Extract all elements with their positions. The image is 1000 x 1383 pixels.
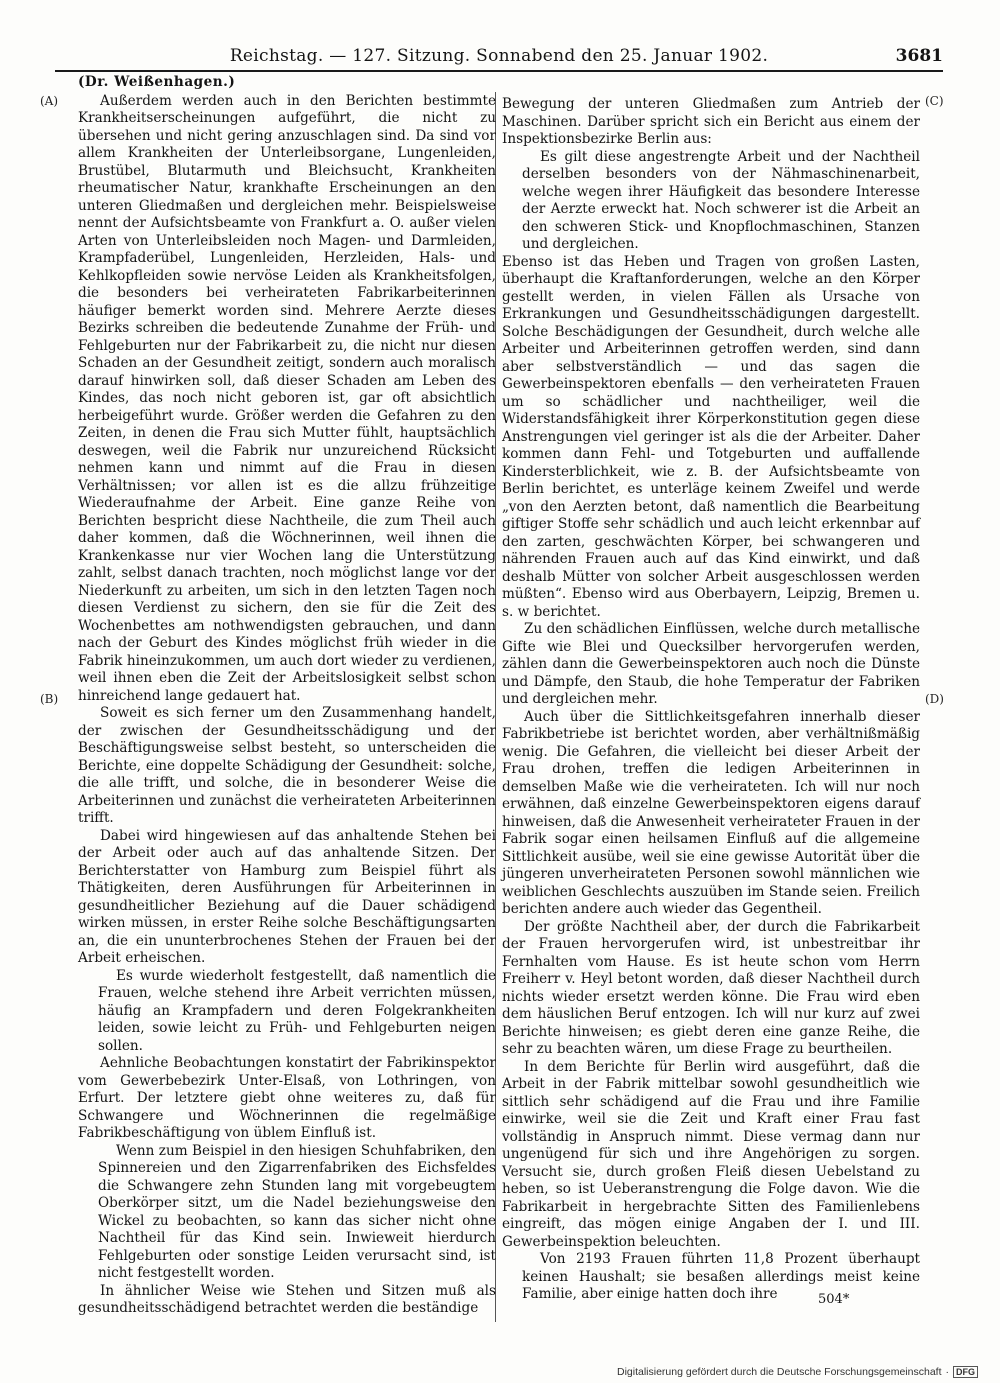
quotation: Es wurde wiederholt festgestellt, daß namentlich die Frauen, welche stehend ihre Arbeit verrichten müssen, häufig an Krampfadern und deren Folgekrankheiten leiden, sowie leicht zu Früh- und Fehlgeburten neigen sollen. [98,967,496,1054]
paragraph: Der größte Nachtheil aber, der durch die Fabrikarbeit der Frauen hervorgerufen wird, ist unbestreitbar ihr Fernhalten vom Hause. Es ist heute schon vom Herrn Freiherr v. Heyl betont worden, daß dieser Nachtheil durch nichts wieder ersetzt werden könne. Die Frau wird eben dem häuslichen Beruf entzogen. Ich will nur kurz auf zwei Berichte hinweisen; es giebt deren eine ganze Reihe, die sehr zu beachten wären, um diese Frage zu beurtheilen. [502,918,920,1057]
paragraph: In ähnlicher Weise wie Stehen und Sitzen muß als gesundheitsschädigend betrachtet werden die beständige [78,1282,496,1316]
margin-mark-a: (A) [40,94,59,108]
margin-mark-b: (B) [40,692,59,706]
page-header-title: Reichstag. — 127. Sitzung. Sonnabend den 25. Januar 1902. [229,46,769,66]
margin-mark-c: (C) [925,94,944,108]
paragraph: Außerdem werden auch in den Berichten bestimmte Krankheitserscheinungen aufgeführt, die nicht zu übersehen und nicht gering anzuschlagen sind. Da sind vor allem Krankheiten der Unterleibsorgane, Lungenleiden, Brustübel, Blutarmuth und Bleichsucht, Krankheiten rheumatischer Natur, krankhafte Erscheinungen an den unteren Gliedmaßen und dergleichen mehr. Beispielsweise nennt der Aufsichtsbeamte von Frankfurt a. O. außer vielen Arten von Unterleibsleiden noch Magen- und Darmleiden, Krampfaderübel, Lungenleiden, Herzleiden, Hals- und Kehlkopfleiden sowie nervöse Leiden als Krankheitsfolgen, die besonders bei verheirateten Fabrikarbeiterinnen häufiger bemerkt worden sind. Mehrere Aerzte dieses Bezirks schreiben die bedeutende Zunahme der Früh- und Fehlgeburten nur der Fabrikarbeit zu, die nicht nur diesen Schaden an der Gesundheit zeitigt, sondern auch moralisch darauf hinwirken soll, daß dieser Schaden am Leben des Kindes, das noch nicht geboren ist, gar oft absichtlich herbeigeführt wurde. Größer werden die Gefahren zu den Zeiten, in denen die Frau sich Mutter fühlt, hauptsächlich deswegen, weil die Fabrik nur unzureichend Rücksicht nehmen kann und nimmt auf die Frau in diesen Verhältnissen; vor allen ist es die allzu frühzeitige Wiederaufnahme der Arbeit. Eine ganze Reihe von Berichten bespricht diese Nachtheile, die zum Theil auch daher kommen, daß die Wöchnerinnen, weil ihnen die Krankenkasse nur vier Wochen lang die Unterstützung zahlt, selbst danach trachten, noch möglichst lange vor der Niederkunft zu arbeiten, um sich in den letzten Tagen noch diesen Verdienst zu sichern, den sie für die Zeit des Wochenbettes am nothwendigsten gebrauchen, und dann nach der Geburt des Kindes möglichst früh wieder in die Fabrik hineinzukommen, um auch dort wieder zu verdienen, weil ihnen eben die Zeit der Arbeitslosigkeit selbst schon hinreichend lange gedauert hat. [78,92,496,704]
paragraph: Zu den schädlichen Einflüssen, welche durch metallische Gifte wie Blei und Quecksilber hervorgerufen werden, zählen dann die Gewerbeinspektoren auch noch die Dünste und Dämpfe, den Staub, die hohe Temperatur der Fabriken und dergleichen mehr. [502,621,920,707]
paragraph: Auch über die Sittlichkeitsgefahren innerhalb dieser Fabrikbetriebe ist berichtet worden, aber verhältnißmäßig wenig. Die Gefahren, die vielleicht bei dieser Arbeit der Frau drohen, treffen die ledigen Arbeiterinnen in demselben Maße wie die verheirateten. Ich will nur noch erwähnen, daß einzelne Gewerbeinspektoren eigens darauf hinweisen, daß die Anwesenheit verheirateter Frauen in der Fabrik sogar einen heilsamen Einfluß auf die allgemeine Sittlichkeit ausübe, weil sie eine gewisse Autorität über die jüngeren unverheirateten Personen sowohl männlichen wie weiblichen Geschlechts auszuüben im Stande seien. Freilich berichten andere auch wieder das Gegentheil. [502,708,920,917]
digitization-footer [617,1366,978,1378]
dfg-logo-icon: DFG [953,1366,978,1378]
paragraph: Soweit es sich ferner um den Zusammenhang handelt, der zwischen der Gesundheitsschädigung und der Beschäftigungsweise selbst besteht, so unterscheiden die Berichte, eine doppelte Schädigung der Gesundheit: solche, die alle trifft, und solche, die in besonderer Weise die Arbeiterinnen und zunächst die verheirateten Arbeiterinnen trifft. [78,705,496,826]
paragraph: In dem Berichte für Berlin wird ausgeführt, daß die Arbeit in der Fabrik mittelbar sowohl gesundheitlich wie sittlich sehr schädigend auf die Frau und ihre Familie einwirke, weil sie die Zeit und Kraft einer Frau fast vollständig in Anspruch nimmt. Diese vermag dann nur ungenügend für sich und ihre Angehörigen zu sorgen. Versucht sie, durch großen Fleiß diesen Uebelstand zu heben, so ist Ueberanstrengung die Folge davon. Wie die Fabrikarbeit in hergebrachte Sitten des Familienlebens eingreift, das mögen einige Angaben der I. und III. Gewerbeinspektion beleuchten. [502,1058,920,1250]
paragraph: Dabei wird hingewiesen auf das anhaltende Stehen bei der Arbeit oder auch auf das anhaltende Sitzen. Der Berichterstatter von Hamburg zum Beispiel führt als Thätigkeiten, deren Ausführungen für Arbeiterinnen in gesundheitlicher Beziehung auf die Dauer schädigend wirken müssen, in erster Reihe solche Beschäftigungsarten an, die ein ununterbrochenes Stehen der Frauen bei der Arbeit erheischen. [78,827,496,966]
paragraph: Ebenso ist das Heben und Tragen von großen Lasten, überhaupt die Kraftanforderungen, welche an den Körper gestellt werden, in vielen Fällen als Ursache von Erkrankungen und Gesundheitsschädigungen dargestellt. Solche Beschädigungen der Gesundheit, durch welche alle Arbeiter und Arbeiterinnen getroffen werden, sind dann aber selbstverständlich — und das sagen die Gewerbeinspektoren ebenfalls — den verheirateten Frauen um so schädlicher und nachtheiliger, weil die Widerstandsfähigkeit ihrer Körperkonstitution gegen diese Anstrengungen viel geringer ist als die der Arbeiter. Daher kommen dann Fehl- und Totgeburten und auffallende Kindersterblichkeit, wie z. B. der Aufsichtsbeamte von Berlin berichtet, es unterläge keinem Zweifel und werde „von den Aerzten betont, daß namentlich die Bearbeitung giftiger Stoffe sehr schädlich und auch leicht erkennbar auf den zarten, geschwächten Körper, bei schwangeren und nährenden Frauen auch auf das Kind einwirkt, und daß deshalb Mütter von solcher Arbeit ausgeschlossen werden müßten“. Ebenso wird aus Oberbayern, Leipzig, Bremen u. s. w berichtet. [502,253,920,620]
footer-separator: · [945,1366,949,1378]
paragraph: Bewegung der unteren Gliedmaßen zum Antrieb der Maschinen. Darüber spricht sich ein Bericht aus einem der Inspektionsbezirke Berlin aus: [502,96,920,147]
quotation: Wenn zum Beispiel in den hiesigen Schuhfabriken, den Spinnereien und den Zigarrenfabriken des Eichsfeldes die Schwangere zehn Stunden lang mit vorgebeugtem Oberkörper sitzt, um die Nadel beziehungsweise den Wickel zu beobachten, so kann das sicher nicht ohne Nachtheil für das Kind sein. Inwieweit hierdurch Fehlgeburten oder sonstige Leiden verursacht sind, ist nicht festgestellt worden. [98,1142,496,1281]
page-header [55,40,943,72]
sheet-signature: 504* [818,1292,850,1307]
footer-text: Digitalisierung gefördert durch die Deutsche Forschungsgemeinschaft [616,1366,942,1378]
left-column [78,74,496,1318]
quotation: Von 2193 Frauen führten 11,8 Prozent überhaupt keinen Haushalt; sie besaßen allerdings meist keine Familie, aber einige hatten doch ihre [522,1251,920,1302]
quotation: Es gilt diese angestrengte Arbeit und der Nachtheil derselben besonders von der Nähmaschinenarbeit, welche wegen ihrer Häufigkeit das besondere Interesse der Aerzte erweckt hat. Noch schwerer ist die Arbeit an den schweren Stick- und Knopflochmaschinen, Stanzen und dergleichen. [522,148,920,252]
paragraph: Aehnliche Beobachtungen konstatirt der Fabrikinspektor vom Gewerbebezirk Unter-Elsaß, von Lothringen, von Erfurt. Der letztere giebt ohne weiteres zu, daß für Schwangere und Wöchnerinnen die regelmäßige Fabrikbeschäftigung von üblem Einfluß ist. [78,1055,496,1141]
margin-mark-d: (D) [925,692,944,706]
page-number: 3681 [895,46,943,66]
speaker-label: (Dr. Weißenhagen.) [78,74,236,90]
right-column [502,96,920,1304]
